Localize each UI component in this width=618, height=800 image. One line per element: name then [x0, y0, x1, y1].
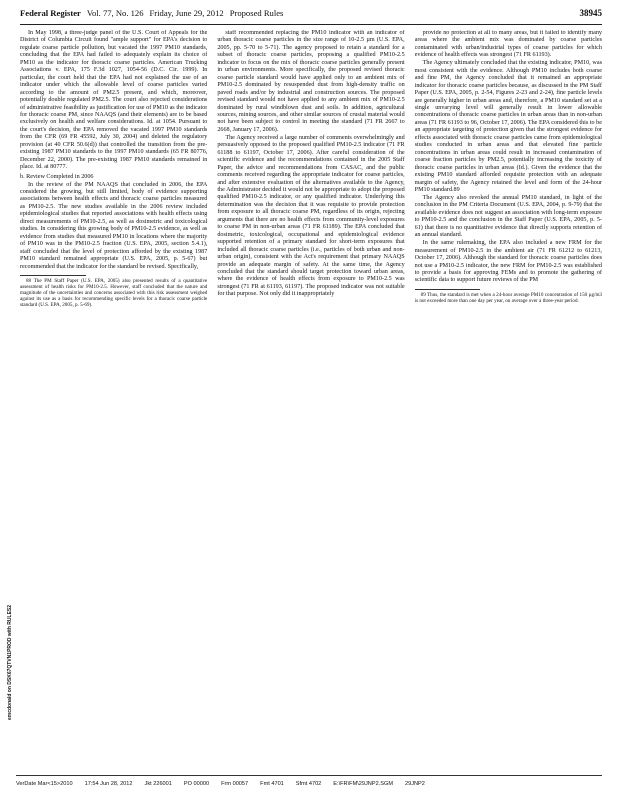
header-rule: [20, 24, 602, 25]
footer-path: E:\FR\FM\29JNP2.SGM: [333, 781, 393, 787]
footer-fmt: Fmt 4701: [260, 781, 284, 787]
column-3: [415, 30, 602, 766]
footnote: 88 The PM Staff Paper (U.S. EPA, 2005) also presented results of a quantitative assessment of health risks for PM10-2.5. However, staff concluded that the nature and magnitude of the uncertainties and concerns associated with this risk assessment weighed against its use as a basis for recommending specific levels for a thoracic coarse particle standard (U.S. EPA, 2005, p. 5-69).: [20, 278, 208, 308]
column-2: [217, 30, 404, 766]
section-heading: b. Review Completed in 2006: [20, 173, 94, 180]
footnote-rule: [415, 289, 481, 290]
paragraph: In the review of the PM NAAQS that concluded in 2006, the EPA considered the growing, but still limited, body of evidence supporting associations between health effects and thoracic coarse particles measured as PM10-2.5. The new studies available in the 2006 review included epidemiological studies that reported associations with health effects using direct measurements of PM10-2.5, as well as dosimetric and toxicological studies. In considering this growing body of PM10-2.5 evidence, as well as evidence from studies that measured PM10 in locations where the majority of PM10 was in the PM10-2.5 fraction (U.S. EPA, 2005, section 5.4.1), staff concluded that the level of protection afforded by the existing 1987 PM10 standard remained appropriate (U.S. EPA, 2005, p. 5-67) but recommended that the indicator for the standard be revised. Specifically,: [20, 181, 208, 270]
paragraph: staff recommended replacing the PM10 indicator with an indicator of urban thoracic coarse particles in the size range of 10-2.5 µm (U.S. EPA, 2005, pp. 5-70 to 5-71). The agency proposed to retain a standard for a subset of thoracic coarse particles, proposing a qualified PM10-2.5 indicator to focus on the mix of thoracic coarse particles generally present in urban environments. More specifically, the proposed revised thoracic coarse particle standard would have applied only to an ambient mix of PM10-2.5 dominated by resuspended dust from high-density traffic on paved roads and/or by industrial and construction sources. The proposed revised standard would not have applied to any ambient mix of PM10-2.5 dominated by rural windblown dust and soils. In addition, agricultural sources, mining sources, and other similar sources of crustal material would not have been subject to control in meeting the standard (71 FR 2667 to 2668, January 17, 2006).: [217, 30, 405, 133]
footnote: 89 Thus, the standard is met when a 24-hour average PM10 concentration of 150 µg/m3 is not exceeded more than one day per year, on average over a three-year period.: [414, 291, 602, 304]
footer-sfmt: Sfmt 4702: [295, 781, 322, 787]
paragraph: provide no protection at all to many areas, but it failed to identify many areas where the ambient mix was dominated by coarse particles contaminated with urban/industrial types of coarse particles for which evidence of health effects was strongest (71 FR 61193).: [414, 30, 602, 59]
page-header: [20, 8, 602, 24]
footer-verdate: VerDate Mar<15>2010: [16, 781, 73, 787]
side-margin-text: emcdonald on DSK67QTVN1PROD with RULES2: [7, 604, 13, 720]
footer-jkt: Jkt 226001: [144, 781, 172, 787]
text-columns: [20, 30, 602, 766]
column-1: [20, 30, 207, 766]
paragraph: In the same rulemaking, the EPA also included a new FRM for the measurement of PM10-2.5 in the ambient air (71 FR 61212 to 61213, October 17, 2006). Although the standard for thoracic coarse particles does not use a PM10-2.5 indicator, the new FRM for PM10-2.5 was established to provide a basis for approving FEMs and to promote the gathering of scientific data to support future reviews of the PM: [414, 240, 602, 284]
footer-rule: [16, 775, 602, 776]
paragraph: The Agency ultimately concluded that the existing indicator, PM10, was most consistent with the evidence. Although PM10 includes both coarse and fine PM, the Agency concluded that it remained an appropriate indicator for thoracic coarse particles because, as discussed in the PM Staff Paper (U.S. EPA, 2005, p. 2-54, Figures 2-23 and 2-24), fine particle levels are generally higher in urban areas and, therefore, a PM10 standard set at a single unvarying level will generally result in lower allowable concentrations of thoracic coarse particles in urban areas than in non-urban areas (71 FR 61193 to 96, October 17, 2006). The EPA considered this to be an appropriate targeting of protection given that the strongest evidence for effects associated with thoracic coarse particles came from epidemiological studies conducted in urban areas and that elevated fine particle concentrations in urban areas could result in increased contamination of coarse fraction particles by PM2.5, potentially increasing the toxicity of thoracic coarse particles in urban areas (Id.). Given the evidence that the existing PM10 standard afforded requisite protection with an adequate margin of safety, the Agency retained the level and form of the 24-hour PM10 standard.89: [414, 60, 602, 194]
page-number: 38945: [579, 8, 602, 18]
paragraph: In May 1998, a three-judge panel of the U.S. Court of Appeals for the District of Columbia Circuit found "ample support" for EPA's decision to regulate coarse particle pollution, but vacated the 1997 PM10 standards, concluding that the EPA had failed to adequately explain its choice of PM10 as the indicator for thoracic coarse particles. American Trucking Associations v. EPA, 175 F.3d 1027, 1054-56 (D.C. Cir. 1999). In particular, the court held that the EPA had not explained the use of an indicator under which the allowable level of coarse particles varied according to the amount of PM2.5 present, and which, moreover, potentially double regulated PM2.5. The court also rejected considerations of administrative feasibility as justification for use of PM10 as the indicator for thoracic coarse PM, since NAAQS (and their elements) are to be based exclusively on health and welfare considerations. Id. at 1054. Pursuant to the court's decision, the EPA removed the vacated 1997 PM10 standards from the CFR (69 FR 45592, July 30, 2004) and deleted the regulatory provision (at 40 CFR 50.6(d)) that controlled the transition from the pre-existing 1987 PM10 standards to the 1997 PM10 standards (65 FR 80776, December 22, 2000). The pre-existing 1987 PM10 standards remained in place. Id. at 80777.: [20, 30, 208, 171]
issue-date: Friday, June 29, 2012: [149, 8, 224, 18]
section-name: Proposed Rules: [229, 8, 284, 18]
publication-name: Federal Register: [20, 8, 81, 18]
volume-info: Vol. 77, No. 126: [86, 8, 144, 18]
footer-file: 29JNP2: [404, 781, 425, 787]
footer-time: 17:54 Jun 28, 2012: [84, 781, 133, 787]
footnote-rule: [20, 275, 86, 276]
side-margin-stamp: [5, 604, 13, 720]
footer-frm: Frm 00057: [221, 781, 249, 787]
paragraph: The Agency received a large number of comments overwhelmingly and persuasively opposed to the proposed qualified PM10-2.5 indicator (71 FR 61188 to 61197, October 17, 2006). After careful consideration of the scientific evidence and the recommendations contained in the 2005 Staff Paper, the advice and recommendations from CASAC, and the public comments received regarding the appropriate indicator for coarse particles, and after extensive evaluation of the alternatives available to the Agency, the Administrator decided it would not be appropriate to adopt the proposed qualified PM10-2.5 indicator, or any qualified indicator. Underlying this determination was the decision that it was requisite to provide protection from exposure to all thoracic coarse PM, regardless of its origin, rejecting arguments that there are no health effects from community-level exposures to coarse PM in non-urban areas (71 FR 61189). The EPA concluded that dosimetric, toxicological, occupational and epidemiological evidence supported retention of a primary standard for short-term exposures that included all thoracic coarse particles (i.e., particles of both urban and non-urban origin), consistent with the Act's requirement that primary NAAQS provide an adequate margin of safety. At the same time, the Agency concluded that the standard should target protection toward urban areas, where the evidence of health effects from exposure to PM10-2.5 was strongest (71 FR at 61193, 61197). The proposed indicator was not suitable for that purpose. Not only did it inappropriately: [217, 134, 405, 298]
paragraph: The Agency also revoked the annual PM10 standard, in light of the conclusion in the PM Criteria Document (U.S. EPA, 2004, p. 9-79) that the available evidence does not suggest an association with long-term exposure to PM10-2.5 and the conclusion in the Staff Paper (U.S. EPA, 2005, p. 5-61) that there is no quantitative evidence that directly supports retention of an annual standard.: [414, 194, 602, 239]
footer-po: PO 00000: [183, 781, 210, 787]
page-footer: [16, 778, 602, 790]
